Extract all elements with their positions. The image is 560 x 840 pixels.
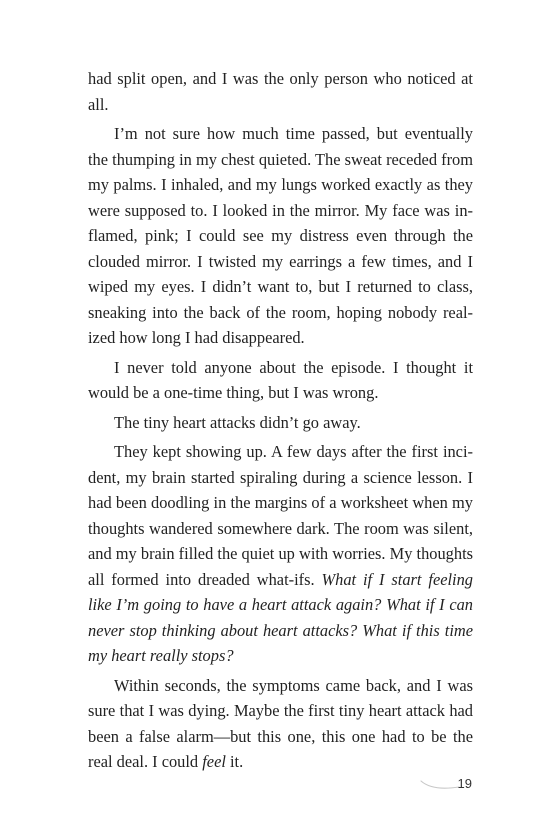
paragraph-3-text: I never told anyone about the episode. I thought it would be a one-time thing, but I was wrong. [88,357,473,402]
paragraph-1-text: had split open, and I was the only person who noticed at all. [88,69,473,114]
paragraph-2 [88,121,473,351]
paragraph-2-text: I’m not sure how much time passed, but eventually the thumping in my chest quieted. The sweat receded from my palms. I inhaled, and my lungs worked exactly as they were supposed to. I looked in the mirror. My face was inflamed, pink; I could see my distress even through the clouded mirror. I twisted my earrings a few times, and I wiped my eyes. I didn’t want to, but I returned to class, sneaking into the back of the room, hoping nobody realized how long I had disappeared. [88,124,473,347]
body-text [88,66,473,775]
paragraph-6-end-text: it. [225,752,244,771]
paragraph-6-italic-text: feel [202,752,226,771]
paragraph-6 [88,673,473,775]
paragraph-4 [88,410,473,436]
swoosh-ornament-icon [420,778,460,792]
paragraph-5-text: They kept showing up. A few days after the first incident, my brain started spiraling during a science lesson. I had been doodling in the margins of a worksheet when my thoughts wandered somewhere dark. The room was silent, and my brain filled the quiet up with worries. My thoughts all formed into dreaded what-ifs. [88,442,473,589]
paragraph-5-italic-text: What if I start feeling like I’m going to have a heart attack again? What if I can never stop thinking about heart attacks? What if this time my heart really stops? [88,569,473,665]
paragraph-3 [88,355,473,406]
paragraph-1 [88,66,473,117]
paragraph-4-text: The tiny heart attacks didn’t go away. [114,412,361,432]
paragraph-6-text: Within seconds, the symptoms came back, and I was sure that I was dying. Maybe the first tiny heart attack had been a false alarm—but this one, this one had to be the real deal. I could [88,675,473,771]
page-footer [380,774,480,798]
paragraph-5 [88,439,473,669]
page-number: 19 [457,776,472,791]
